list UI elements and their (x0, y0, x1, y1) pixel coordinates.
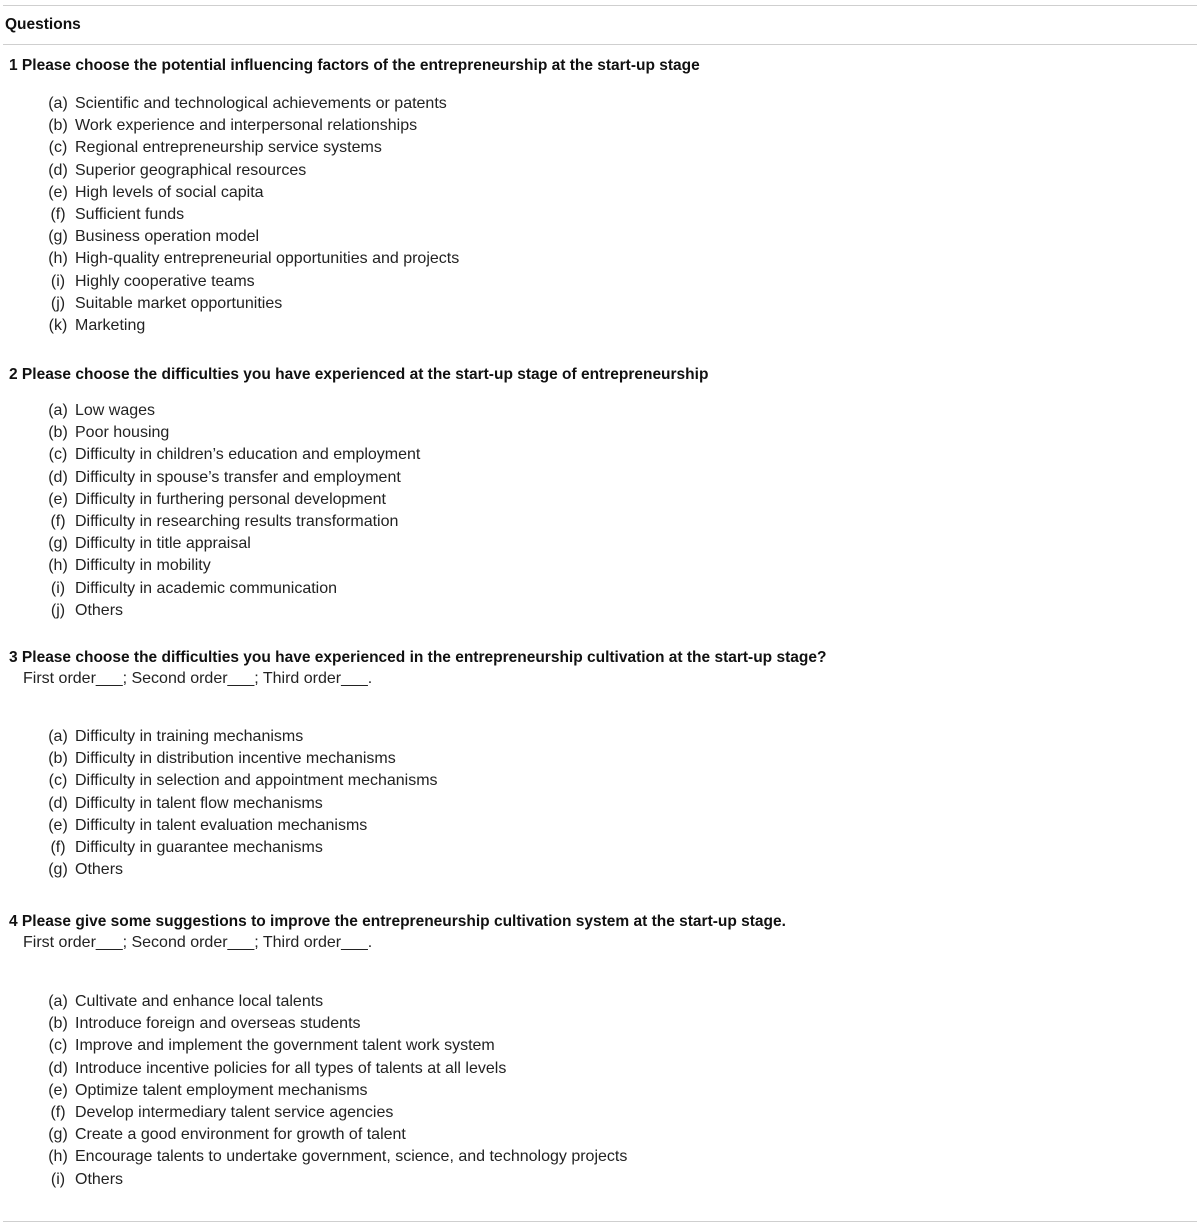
option-text: Difficulty in children’s education and employment (75, 446, 421, 464)
option-text: Difficulty in researching results transformation (75, 512, 399, 530)
option-letter-text: (f) (50, 205, 66, 223)
option-item (9, 422, 708, 444)
option-item (9, 1013, 786, 1035)
option-text: Low wages (75, 402, 156, 419)
option-letter (9, 293, 75, 315)
question-3 (9, 648, 826, 881)
table-header: Questions (5, 16, 81, 33)
option-item (9, 793, 826, 815)
question-1 (9, 56, 700, 337)
option-letter-text: (d) (48, 468, 68, 486)
option-item (9, 93, 700, 115)
option-letter (9, 226, 75, 248)
option-item (9, 489, 708, 511)
option-item (9, 115, 700, 137)
option-letter (9, 160, 75, 182)
option-letter (9, 489, 75, 511)
option-letter (9, 1146, 75, 1168)
option-text: Cultivate and enhance local talents (75, 993, 324, 1010)
option-letter (9, 467, 75, 489)
option-item (9, 1035, 786, 1057)
option-letter-text: (c) (48, 1037, 68, 1055)
question-title: 1 Please choose the potential influencing factors of the entrepreneurship at the start-up stage (9, 57, 700, 74)
option-item (9, 859, 826, 881)
option-letter (9, 444, 75, 466)
option-item (9, 160, 700, 182)
option-text: Optimize talent employment mechanisms (75, 1081, 368, 1099)
option-letter (9, 1080, 75, 1102)
option-item (9, 226, 700, 248)
option-text: Difficulty in furthering personal development (75, 490, 386, 508)
option-letter-text: (g) (48, 861, 68, 879)
table-bottom-rule (3, 1221, 1197, 1222)
option-letter (9, 1013, 75, 1035)
option-text: Sufficient funds (75, 205, 185, 223)
option-letter (9, 271, 75, 293)
option-item (9, 400, 708, 422)
option-letter (9, 182, 75, 204)
option-letter-text: (b) (48, 1015, 68, 1033)
option-item (9, 555, 708, 577)
option-text: Superior geographical resources (75, 161, 307, 179)
option-item (9, 1169, 786, 1191)
option-letter-text: (h) (48, 557, 68, 575)
option-item (9, 837, 826, 859)
option-item (9, 137, 700, 159)
option-text: Difficulty in academic communication (75, 579, 338, 597)
option-letter-text: (d) (48, 1059, 68, 1077)
option-item (9, 748, 826, 770)
option-letter-text: (b) (48, 424, 68, 442)
option-letter-text: (g) (48, 1126, 68, 1144)
option-text: Work experience and interpersonal relationships (75, 117, 418, 135)
option-letter (9, 137, 75, 159)
option-text: Scientific and technological achievements or patents (75, 95, 447, 112)
option-letter-text: (e) (48, 183, 68, 201)
rank-order-line: First order___; Second order___; Third order___. (23, 670, 373, 687)
option-letter-text: (c) (48, 446, 68, 464)
option-letter (9, 859, 75, 881)
option-letter (9, 837, 75, 859)
option-text: Highly cooperative teams (75, 272, 255, 290)
option-item (9, 726, 826, 748)
option-letter-text: (k) (48, 316, 68, 334)
option-letter (9, 555, 75, 577)
option-text: High-quality entrepreneurial opportunities and projects (75, 250, 460, 268)
option-item (9, 444, 708, 466)
option-letter-text: (e) (48, 1081, 68, 1099)
option-letter (9, 1169, 75, 1191)
option-letter (9, 315, 75, 337)
option-text: Difficulty in talent flow mechanisms (75, 794, 323, 812)
option-text: Marketing (75, 316, 146, 334)
option-item (9, 1124, 786, 1146)
option-letter (9, 1124, 75, 1146)
option-text: Improve and implement the government talent work system (75, 1037, 495, 1055)
option-item (9, 204, 700, 226)
question-2 (9, 365, 708, 622)
option-letter (9, 578, 75, 600)
option-item (9, 578, 708, 600)
option-letter (9, 93, 75, 115)
rank-order-line: First order___; Second order___; Third order___. (23, 934, 373, 951)
option-item (9, 511, 708, 533)
option-letter (9, 770, 75, 792)
option-letter-text: (d) (48, 794, 68, 812)
question-title: 3 Please choose the difficulties you have experienced in the entrepreneurship cultivation at the start-up stage? (9, 649, 827, 666)
option-letter-text: (a) (48, 993, 68, 1010)
option-letter-text: (i) (50, 1170, 66, 1188)
option-item (9, 1146, 786, 1168)
header-rule (3, 44, 1197, 45)
option-item (9, 1058, 786, 1080)
option-letter-text: (c) (48, 139, 68, 157)
option-letter-text: (b) (48, 117, 68, 135)
option-item (9, 467, 708, 489)
option-letter-text: (j) (50, 601, 66, 619)
question-4 (9, 912, 786, 1191)
option-letter (9, 511, 75, 533)
option-text: Difficulty in title appraisal (75, 535, 251, 553)
option-item (9, 991, 786, 1013)
option-item (9, 1080, 786, 1102)
option-item (9, 248, 700, 270)
option-letter-text: (j) (50, 294, 66, 312)
option-text: Difficulty in training mechanisms (75, 728, 304, 745)
option-letter (9, 422, 75, 444)
option-letter (9, 248, 75, 270)
option-letter (9, 726, 75, 748)
question-title: 2 Please choose the difficulties you have experienced at the start-up stage of entrepreneurship (9, 366, 709, 383)
option-letter-text: (a) (48, 95, 68, 112)
option-text: Suitable market opportunities (75, 294, 283, 312)
options-list (9, 726, 826, 881)
option-letter-text: (c) (48, 772, 68, 790)
option-text: Difficulty in distribution incentive mechanisms (75, 750, 396, 768)
option-item (9, 600, 708, 622)
option-letter-text: (g) (48, 535, 68, 553)
option-letter (9, 748, 75, 770)
option-letter-text: (h) (48, 1148, 68, 1166)
option-letter (9, 1102, 75, 1124)
option-letter-text: (b) (48, 750, 68, 768)
option-text: Difficulty in talent evaluation mechanisms (75, 816, 368, 834)
option-letter-text: (f) (50, 838, 66, 856)
option-text: Difficulty in selection and appointment mechanisms (75, 772, 438, 790)
option-letter-text: (d) (48, 161, 68, 179)
option-letter (9, 400, 75, 422)
option-text: Regional entrepreneurship service systems (75, 139, 382, 157)
option-text: Others (75, 1170, 124, 1188)
options-list (9, 93, 700, 337)
option-text: Difficulty in mobility (75, 557, 211, 575)
option-letter-text: (e) (48, 816, 68, 834)
option-letter-text: (g) (48, 228, 68, 246)
option-text: Others (75, 601, 124, 619)
option-letter (9, 1058, 75, 1080)
option-letter-text: (f) (50, 512, 66, 530)
option-text: Introduce foreign and overseas students (75, 1015, 361, 1033)
option-letter (9, 115, 75, 137)
option-text: Develop intermediary talent service agencies (75, 1103, 394, 1121)
option-item (9, 533, 708, 555)
option-letter-text: (a) (48, 728, 68, 745)
option-letter (9, 1035, 75, 1057)
option-text: Others (75, 861, 124, 879)
option-item (9, 815, 826, 837)
option-letter (9, 533, 75, 555)
option-item (9, 315, 700, 337)
option-letter-text: (f) (50, 1103, 66, 1121)
option-item (9, 770, 826, 792)
option-item (9, 1102, 786, 1124)
options-list (9, 991, 786, 1191)
option-letter-text: (e) (48, 490, 68, 508)
option-text: Encourage talents to undertake government, science, and technology projects (75, 1148, 628, 1166)
option-item (9, 293, 700, 315)
option-item (9, 182, 700, 204)
option-text: Business operation model (75, 228, 260, 246)
question-title: 4 Please give some suggestions to improve the entrepreneurship cultivation system at the start-up stage. (9, 913, 786, 930)
option-text: High levels of social capita (75, 183, 264, 201)
options-list (9, 400, 708, 622)
option-letter (9, 793, 75, 815)
option-text: Difficulty in spouse’s transfer and employment (75, 468, 401, 486)
option-text: Introduce incentive policies for all types of talents at all levels (75, 1059, 507, 1077)
option-letter (9, 600, 75, 622)
questions-table (3, 0, 1197, 1229)
option-text: Create a good environment for growth of talent (75, 1126, 406, 1144)
option-letter (9, 991, 75, 1013)
option-letter-text: (a) (48, 402, 68, 419)
option-letter (9, 815, 75, 837)
option-letter-text: (h) (48, 250, 68, 268)
option-letter (9, 204, 75, 226)
option-text: Poor housing (75, 424, 170, 442)
option-letter-text: (i) (50, 272, 66, 290)
option-text: Difficulty in guarantee mechanisms (75, 838, 323, 856)
table-top-rule (3, 5, 1197, 6)
option-letter-text: (i) (50, 579, 66, 597)
option-item (9, 271, 700, 293)
